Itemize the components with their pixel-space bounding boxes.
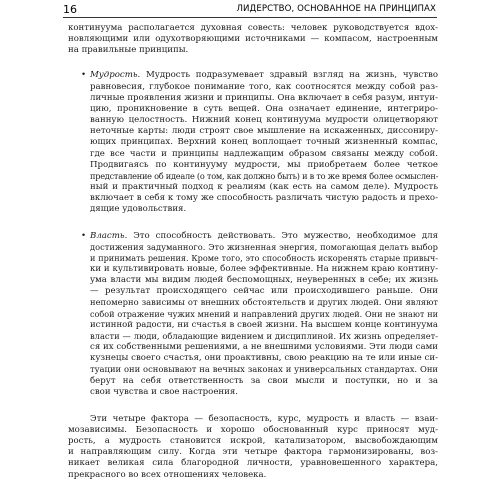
text-line: власти — люди, обладающие видением и дисциплиной. Их жизнь определяет- [90,330,438,341]
text-line: равновесия, глубокое понимание того, как соотносятся между собой раз- [90,81,438,92]
paragraph-gap [90,216,438,227]
text-line: мозависимы. Безопасность и хорошо обоснованный курс приносят муд- [68,425,438,435]
text-line: Эти четыре фактора — безопасность, курс, мудрость и власть — взаи- [90,413,438,424]
text-line: на правильные принципы. [68,45,189,56]
text-line: непомерно зависимы от внешних обстоятельств и других людей. Они являют [90,297,438,308]
text-line: кузнецы своего счастья, они проактивны, свою реакцию на те или иные си- [90,353,438,364]
text-line: включает в себя к тому же способность различать чистую радость и прехо- [90,193,438,204]
text-line: ся их собственными решениями, а не внешними условиями. Эти люди сами [90,342,438,353]
text-line: цию, проникновение в суть вещей. Она означает единение, интегриро- [90,103,438,114]
page-number: 16 [63,3,77,16]
text-line: Продвигаясь по континууму мудрости, мы приобретаем более четкое [90,159,438,170]
text-line: — результат происходящего сейчас или происходившего раньше. Они [90,286,438,297]
paragraph-gap [90,398,438,409]
text-line: рость, а мудрость становится искрой, катализатором, высвобождающим [68,436,438,447]
text-line: прекрасного во всех отношениях человека. [68,469,267,480]
text-line: ки и культивировать новые, более эффективные. На нижнем краю контину- [90,263,438,274]
text-line: и направляющим силу. Когда эти четыре фактора гармонизированы, воз- [68,447,438,458]
text-line: где все части и принципы надлежащим образом связаны между собой. [90,148,438,159]
text-line: собой отражение чужих мнений и направлений других людей. Они не знают ни [90,308,438,319]
bullet-first-line: . Это способность действовать. Это мужество, необходимое для [124,230,438,241]
text-line: континуума располагается духовная совесть: человек руководствуется вдох- [68,23,438,33]
page-header [0,0,500,24]
text-line: и принимать решения. Кроме того, это способность искоренять старые привыч- [90,252,438,263]
text-line: достижения задуманного. Это жизненная энергия, помогающая делать выбор [90,241,438,252]
text-line: туации они основывают на вечных законах и универсальных стандартах. Они [90,364,438,375]
wisdom-bullet-paragraph [81,70,439,215]
text-line: ный и практичный подход к реалиям (как есть на самом деле). Мудрость [90,182,438,193]
text-line: новляющими или одухотворяющими источниками — компасом, настроенным [68,34,438,45]
text-line: берут на себя ответственность за свои мысли и поступки, но и за [90,375,438,386]
text-line [90,70,438,81]
text-line: ющих принципах. Верхний конец воплощает точный жизненный компас, [90,137,438,148]
closing-paragraph [68,414,438,481]
text-line: ванную целостность. Нижний конец континуума мудрости олицетворяют [90,115,438,126]
text-line: свои чувства и свое настроения. [90,386,239,397]
text-line: дящие удовольствия. [90,204,187,215]
text-line: представление об идеале (о том, как должно быть) и в то же время более осмыслен- [90,170,439,181]
text-line [90,231,438,242]
bullet-term: Мудрость [90,70,138,81]
text-line: личные проявления жизни и принципы. Она включает в себя разум, интуи- [90,92,438,103]
text-line: истинной радости, ни счастья в своей жизни. На высшем конце континуума [90,319,438,330]
bullet-marker: • [81,230,87,241]
power-bullet-paragraph [81,230,438,398]
opening-paragraph [68,23,438,56]
body-text [68,23,439,481]
bullet-first-line: . Мудрость подразумевает здравый взгляд на жизнь, чувство [137,70,438,81]
header-rule [63,17,437,18]
text-line: никает великая сила благородной личности, уравновешенного характера, [68,458,438,469]
paragraph-gap [90,56,438,67]
running-head: ЛИДЕРСТВО, ОСНОВАННОЕ НА ПРИНЦИПАХ [236,4,436,14]
text-line: неточные карты: люди строят свое мышление на искаженных, диссониру- [90,126,438,137]
bullet-term: Власть [90,230,125,241]
bullet-marker: • [81,70,87,81]
text-line: ума власти мы видим людей беспомощных, неуверенных в себе; их жизнь [90,275,438,286]
